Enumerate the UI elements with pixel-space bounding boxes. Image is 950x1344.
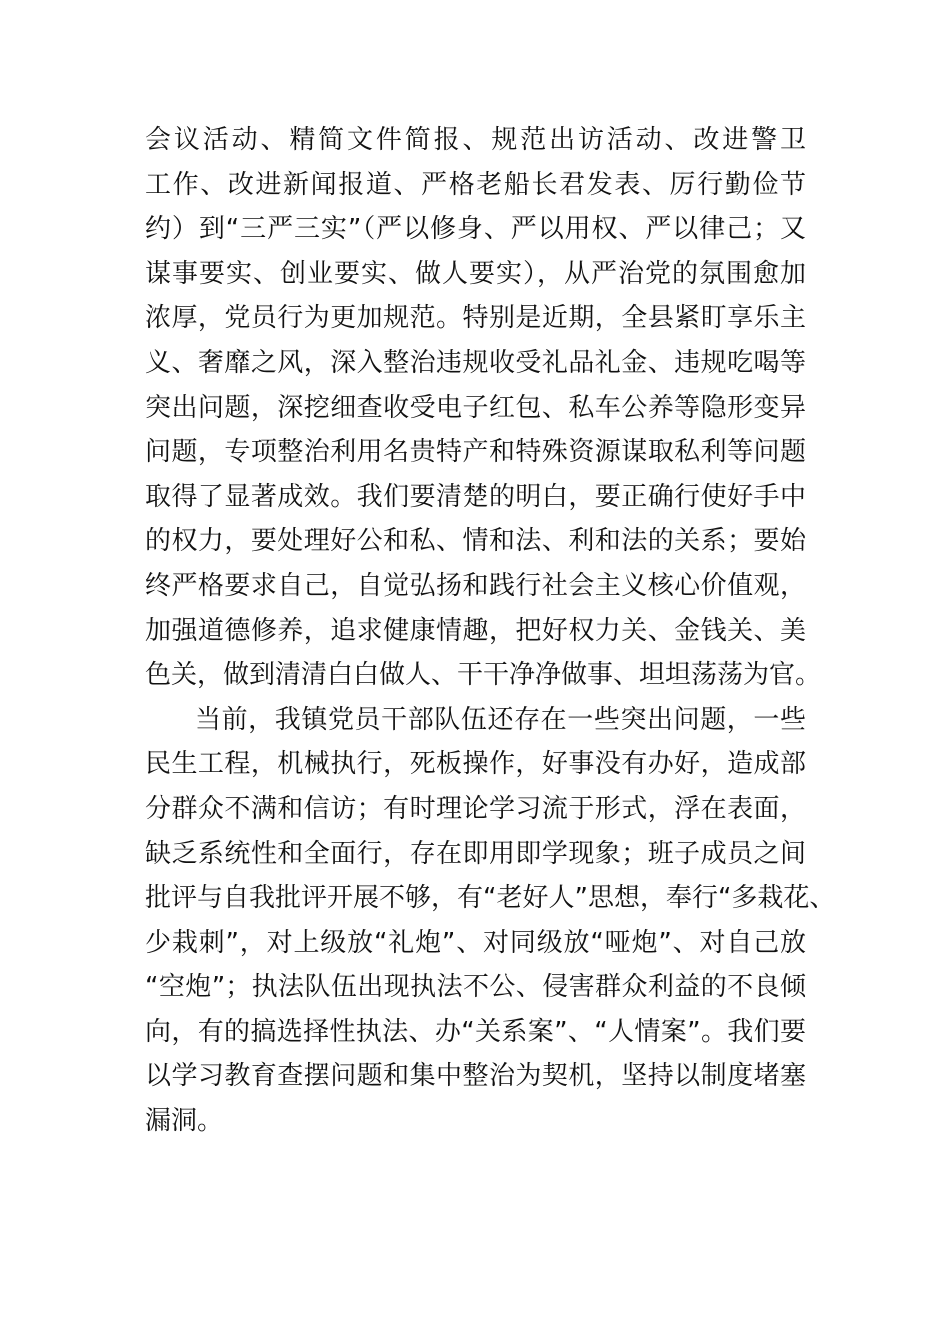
text-line: 漏洞。 [145, 1106, 224, 1137]
text-line: 批评与自我批评开展不够，有“老好人”思想，奉行“多栽花、 [145, 883, 836, 914]
text-line: 问题，专项整治利用名贵特产和特殊资源谋取私利等问题 [145, 437, 806, 468]
text-line: 向，有的搞选择性执法、办“关系案”、“人情案”。我们要 [145, 1016, 806, 1047]
paragraph-1 [145, 118, 822, 698]
text-line: 当前，我镇党员干部队伍还存在一些突出问题，一些 [195, 704, 806, 735]
text-line: 突出问题，深挖细查收受电子红包、私车公养等隐形变异 [145, 392, 806, 423]
paragraph-2 [145, 698, 836, 1144]
text-line: 少栽刺”，对上级放“礼炮”、对同级放“哑炮”、对自己放 [145, 927, 806, 958]
text-line: 民生工程，机械执行，死板操作，好事没有办好，造成部 [145, 749, 806, 780]
text-line: 的权力，要处理好公和私、情和法、利和法的关系；要始 [145, 526, 806, 557]
text-line: 工作、改进新闻报道、严格老船长君发表、厉行勤俭节 [145, 169, 806, 200]
text-line: 取得了显著成效。我们要清楚的明白，要正确行使好手中 [145, 481, 806, 512]
text-line: 会议活动、精简文件简报、规范出访活动、改进警卫 [145, 125, 806, 155]
text-line: 以学习教育查摆问题和集中整治为契机，坚持以制度堵塞 [145, 1061, 806, 1092]
text-line: 浓厚，党员行为更加规范。特别是近期，全县紧盯享乐主 [145, 303, 806, 334]
text-line: 分群众不满和信访；有时理论学习流于形式，浮在表面， [145, 793, 806, 824]
document-page [145, 118, 836, 1144]
text-line: 约）到“三严三实”（严以修身、严以用权、严以律己；又 [145, 214, 806, 245]
text-line: 义、奢靡之风，深入整治违规收受礼品礼金、违规吃喝等 [145, 347, 806, 378]
text-line: 缺乏系统性和全面行，存在即用即学现象；班子成员之间 [145, 838, 806, 869]
text-line: “空炮”；执法队伍出现执法不公、侵害群众利益的不良倾 [145, 972, 806, 1003]
text-line: 色关，做到清清白白做人、干干净净做事、坦坦荡荡为官。 [145, 660, 822, 691]
text-line: 加强道德修养，追求健康情趣，把好权力关、金钱关、美 [145, 615, 806, 646]
text-line: 终严格要求自己，自觉弘扬和践行社会主义核心价值观， [145, 570, 806, 601]
text-line: 谋事要实、创业要实、做人要实），从严治党的氛围愈加 [145, 258, 806, 289]
